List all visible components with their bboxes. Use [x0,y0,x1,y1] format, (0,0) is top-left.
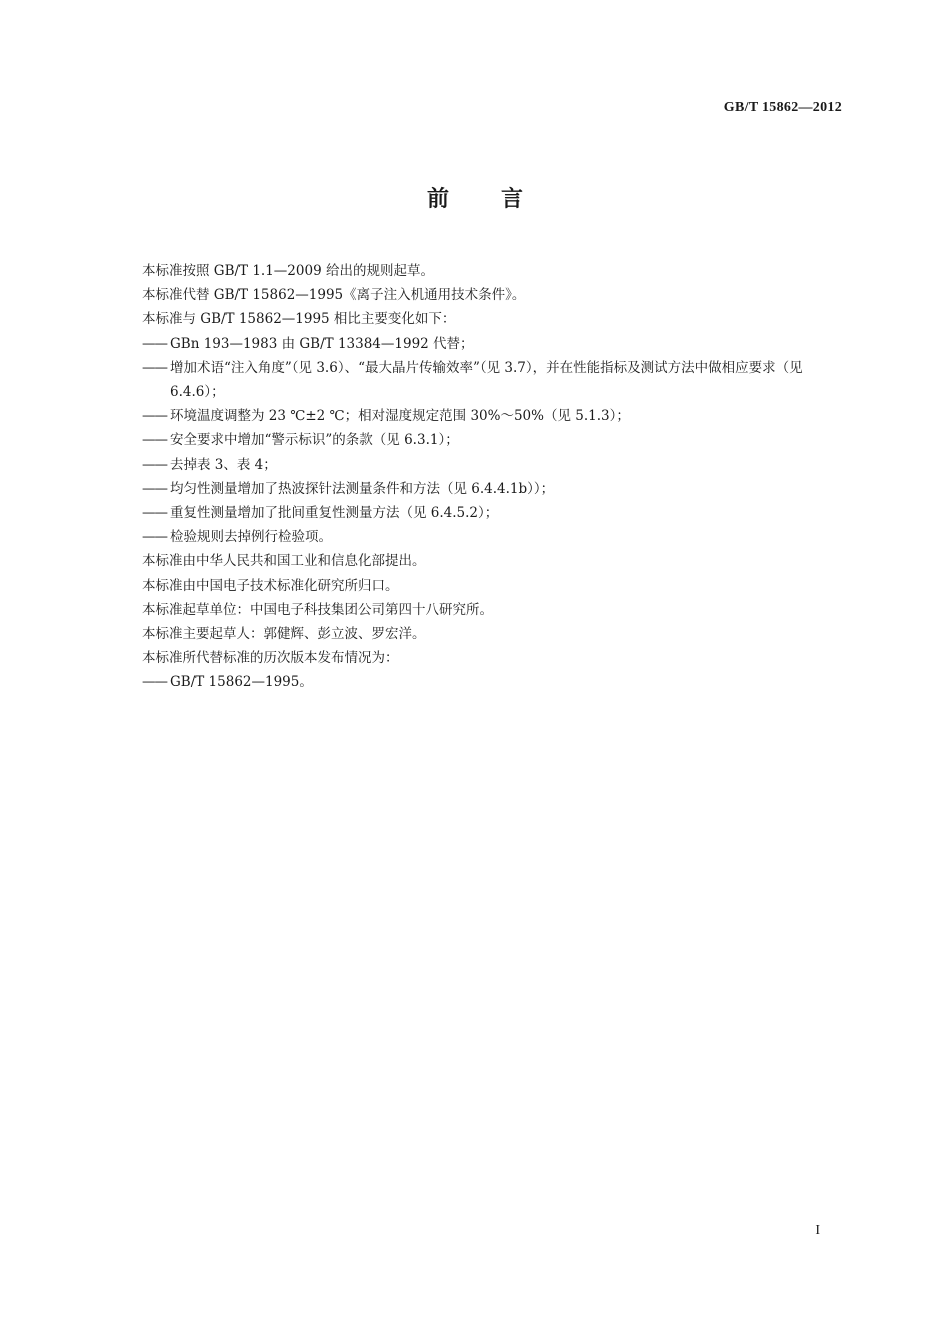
dash-marker: —— [142,505,167,522]
list-item [142,453,852,477]
dash-marker: —— [142,359,167,376]
list-item-text: 安全要求中增加“警示标识”的条款（见 6.3.1）； [170,432,459,449]
list-item-text: 去掉表 3、表 4； [170,456,277,473]
document-body [142,259,852,695]
paragraph-centralized-by: 本标准由中国电子技术标准化研究所归口。 [142,577,399,594]
standard-number-header: GB/T 15862—2012 [723,100,842,115]
list-item [142,428,852,452]
list-item [142,670,852,694]
list-item [142,332,852,356]
dash-marker: —— [142,456,167,473]
paragraph-drafting-unit: 本标准起草单位：中国电子科技集团公司第四十八研究所。 [142,601,493,618]
list-item-text: 检验规则去掉例行检验项。 [170,529,332,546]
list-item-text: 均匀性测量增加了热波探针法测量条件和方法（见 6.4.4.1b））； [170,480,555,497]
paragraph-proposed-by: 本标准由中华人民共和国工业和信息化部提出。 [142,553,426,570]
list-item-text: 增加术语“注入角度”（见 3.6）、“最大晶片传输效率”（见 3.7），并在性能指标及测试方法中做相应要求（见 6.4.6）； [170,359,803,401]
page-title: 前言 [426,187,575,212]
list-item-text: GB/T 15862—1995。 [170,674,313,691]
dash-marker: —— [142,335,167,352]
list-item-text: 环境温度调整为 23 ℃±2 ℃；相对湿度规定范围 30%～50%（见 5.1.3）； [170,408,630,425]
list-item [142,525,852,549]
list-item-text: 重复性测量增加了批间重复性测量方法（见 6.4.5.2）； [170,505,499,522]
dash-marker: —— [142,674,167,691]
paragraph-history-intro: 本标准所代替标准的历次版本发布情况为： [142,650,399,667]
paragraph-drafters: 本标准主要起草人：郭健辉、彭立波、罗宏洋。 [142,626,426,643]
dash-marker: —— [142,408,167,425]
dash-marker: —— [142,529,167,546]
list-item-text: GBn 193—1983 由 GB/T 13384—1992 代替； [170,335,474,352]
dash-marker: —— [142,432,167,449]
list-item [142,356,852,404]
list-item [142,404,852,428]
page-number: I [815,1223,820,1238]
paragraph-replaces: 本标准代替 GB/T 15862—1995《离子注入机通用技术条件》。 [142,287,526,304]
paragraph-drafting-rules: 本标准按照 GB/T 1.1—2009 给出的规则起草。 [142,263,434,279]
dash-marker: —— [142,480,167,497]
list-item [142,477,852,501]
paragraph-changes-intro: 本标准与 GB/T 15862—1995 相比主要变化如下： [142,311,456,328]
list-item [142,501,852,525]
